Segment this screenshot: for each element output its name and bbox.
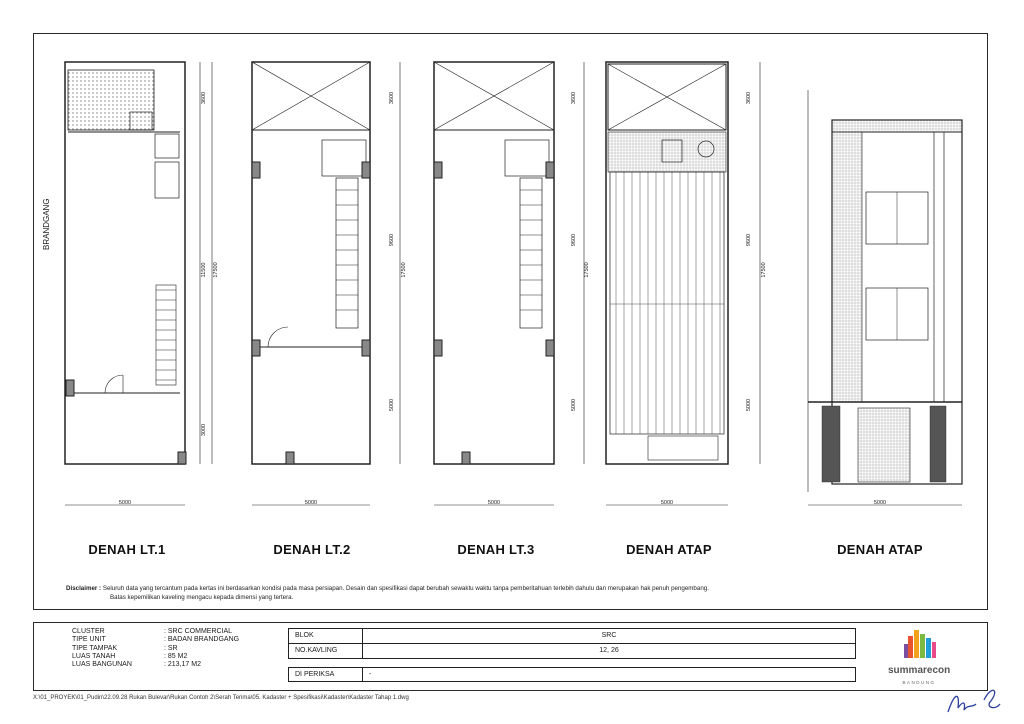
dim-width-4: 5000 <box>660 500 674 506</box>
dim-mid-4: 9600 <box>746 233 752 247</box>
plan-title-lt2: DENAH LT.2 <box>273 542 351 557</box>
dim-bottom-2: 5000 <box>389 398 395 412</box>
dim-mid-3: 9600 <box>571 233 577 247</box>
disclaimer-line1: Seluruh data yang tercantum pada kertas ini berdasarkan kondisi pada masa persiapan. Desain dan spesifikasi dapat berubah sewaktu waktu tanpa pemberitahuan terlebih dahulu dan merupakan hak penuh pengembang. <box>102 585 709 592</box>
plan-lt3 <box>434 62 584 464</box>
blok-value: SRC <box>601 632 617 639</box>
dim-total-1: 17500 <box>213 262 219 278</box>
info-value: : 85 M2 <box>164 652 188 660</box>
plan-atap-1 <box>606 62 760 464</box>
file-path: X:\01_PROYEK\01_Pudin\22.09.28 Rukan Bulevar\Rukan Contoh 2\Serah Terima\05. Kadaster + Spesifikasi\Kadaster\Kadaster Tahap 1.dwg <box>33 695 409 701</box>
signature-icon <box>940 680 1020 720</box>
dim-width-5: 5000 <box>873 500 887 506</box>
periksa-label: DI PERIKSA <box>295 671 335 678</box>
info-value: : 213,17 M2 <box>164 661 201 669</box>
dim-top-1: 3600 <box>201 91 207 105</box>
plan-lt1 <box>65 62 212 464</box>
dim-bottom-4: 5000 <box>746 398 752 412</box>
dim-top-3: 3600 <box>571 91 577 105</box>
project-info <box>72 628 239 669</box>
logo-sub: BANDUNG <box>902 680 936 685</box>
kavling-label: NO.KAVLING <box>295 647 338 654</box>
dim-bottom-1: 3000 <box>201 423 207 437</box>
blok-table <box>288 628 856 659</box>
info-key: LUAS BANGUNAN <box>72 661 132 669</box>
dim-width-2: 5000 <box>304 500 318 506</box>
disclaimer-line2: Batas kepemilikan kaveling mengacu kepada dimensi yang tertera. <box>110 594 294 601</box>
plan-atap-2 <box>808 90 962 492</box>
dim-mid-2: 9600 <box>389 233 395 247</box>
dim-total-2: 17500 <box>401 262 407 278</box>
disclaimer-label: Disclaimer : <box>66 585 102 592</box>
blok-label: BLOK <box>295 632 314 639</box>
dim-mid-1: 11500 <box>201 262 207 278</box>
brandgang-label: BRANDGANG <box>42 198 51 250</box>
dim-bottom-3: 5000 <box>571 398 577 412</box>
info-key: CLUSTER <box>72 628 105 635</box>
plan-title-atap-1: DENAH ATAP <box>626 542 712 557</box>
info-key: LUAS TANAH <box>72 652 116 660</box>
dim-top-2: 3600 <box>389 91 395 105</box>
plan-title-atap-2: DENAH ATAP <box>837 542 923 557</box>
kavling-value: 12, 26 <box>599 647 619 654</box>
dim-total-3: 17500 <box>584 262 590 278</box>
info-key: TIPE TAMPAK <box>72 644 118 652</box>
info-key: TIPE UNIT <box>72 636 106 644</box>
disclaimer <box>66 584 946 602</box>
info-value: : SR <box>164 644 178 652</box>
summarecon-logo-icon <box>888 628 950 688</box>
periksa-row <box>288 667 856 682</box>
info-value: : BADAN BRANDGANG <box>164 636 240 644</box>
plan-lt2 <box>252 62 400 464</box>
dim-top-4: 3600 <box>746 91 752 105</box>
dim-width-3: 5000 <box>487 500 501 506</box>
info-value: : SRC COMMERCIAL <box>164 628 233 635</box>
periksa-value: - <box>369 671 372 678</box>
plan-title-lt1: DENAH LT.1 <box>88 542 166 557</box>
plan-title-lt3: DENAH LT.3 <box>457 542 535 557</box>
logo-name: summarecon <box>888 665 951 676</box>
dim-width-1: 5000 <box>118 500 132 506</box>
dim-total-4: 17500 <box>761 262 767 278</box>
